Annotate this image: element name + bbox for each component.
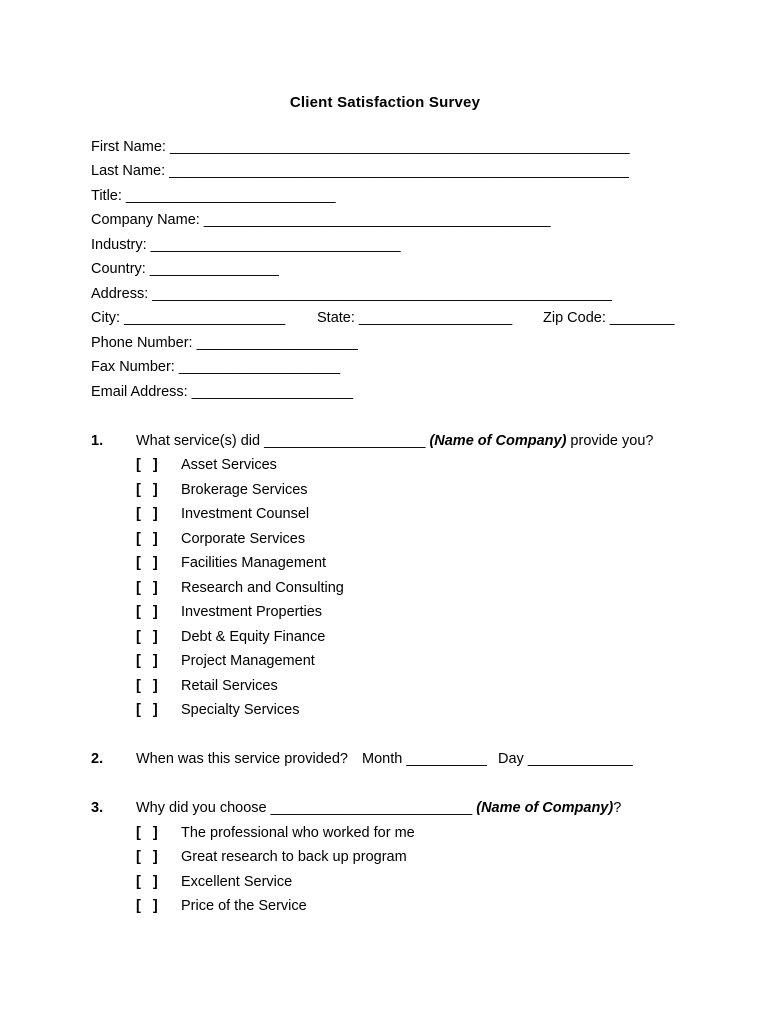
city-field[interactable]: City: ____________________ [91,310,286,326]
q1-option-3: Investment Counsel [181,506,310,522]
email-address-field[interactable]: Email Address: ____________________ [91,384,354,400]
question-2-number: 2. [91,751,104,767]
question-3-number: 3. [91,800,104,816]
q3-option-4: Price of the Service [181,898,307,914]
q3-option-2: Great research to back up program [181,849,407,865]
q3-checkbox-4[interactable]: [ ] [136,898,158,914]
question-1-suffix: provide you? [566,433,654,449]
q1-option-2: Brokerage Services [181,482,308,498]
q1-option-5: Facilities Management [181,555,327,571]
q1-option-11: Specialty Services [181,702,300,718]
phone-number-field[interactable]: Phone Number: ____________________ [91,335,358,351]
q1-checkbox-5[interactable]: [ ] [136,555,158,571]
q1-checkbox-6[interactable]: [ ] [136,580,158,596]
q3-checkbox-1[interactable]: [ ] [136,825,158,841]
q1-option-9: Project Management [181,653,315,669]
q1-checkbox-9[interactable]: [ ] [136,653,158,669]
q3-option-3: Excellent Service [181,874,293,890]
day-field[interactable]: Day _____________ [498,751,633,767]
industry-field[interactable]: Industry: _______________________________ [91,237,401,253]
address-field[interactable]: Address: _________________________________________________________ [91,286,612,302]
country-field[interactable]: Country: ________________ [91,261,279,277]
q1-checkbox-4[interactable]: [ ] [136,531,158,547]
q1-checkbox-11[interactable]: [ ] [136,702,158,718]
q1-checkbox-1[interactable]: [ ] [136,457,158,473]
first-name-field[interactable]: First Name: _________________________________________________________ [91,139,630,155]
q3-option-1: The professional who worked for me [181,825,415,841]
question-3-suffix: ? [613,800,622,816]
fax-number-field[interactable]: Fax Number: ____________________ [91,359,341,375]
page-title: Client Satisfaction Survey [289,94,481,111]
state-field[interactable]: State: ___________________ [317,310,513,326]
question-1-number: 1. [91,433,104,449]
question-3-company: (Name of Company) [476,800,614,816]
q3-checkbox-3[interactable]: [ ] [136,874,158,890]
q1-checkbox-10[interactable]: [ ] [136,678,158,694]
q1-option-4: Corporate Services [181,531,306,547]
title-field[interactable]: Title: __________________________ [91,188,336,204]
q1-option-6: Research and Consulting [181,580,344,596]
last-name-field[interactable]: Last Name: _________________________________________________________ [91,163,629,179]
q3-checkbox-2[interactable]: [ ] [136,849,158,865]
q1-option-1: Asset Services [181,457,277,473]
q1-checkbox-3[interactable]: [ ] [136,506,158,522]
q1-option-8: Debt & Equity Finance [181,629,326,645]
month-field[interactable]: Month __________ [362,751,487,767]
question-1-prefix[interactable]: What service(s) did ____________________ [136,433,430,449]
q1-checkbox-7[interactable]: [ ] [136,604,158,620]
q1-checkbox-2[interactable]: [ ] [136,482,158,498]
question-1-text [136,432,653,450]
q1-option-10: Retail Services [181,678,278,694]
q1-option-7: Investment Properties [181,604,323,620]
question-2-text: When was this service provided? [136,751,348,767]
q1-checkbox-8[interactable]: [ ] [136,629,158,645]
question-3-prefix[interactable]: Why did you choose _________________________ [136,800,477,816]
question-1-company: (Name of Company) [429,433,567,449]
question-3-text [136,799,621,817]
zip-code-field[interactable]: Zip Code: ________ [543,310,675,326]
company-name-field[interactable]: Company Name: ___________________________________________ [91,212,551,228]
